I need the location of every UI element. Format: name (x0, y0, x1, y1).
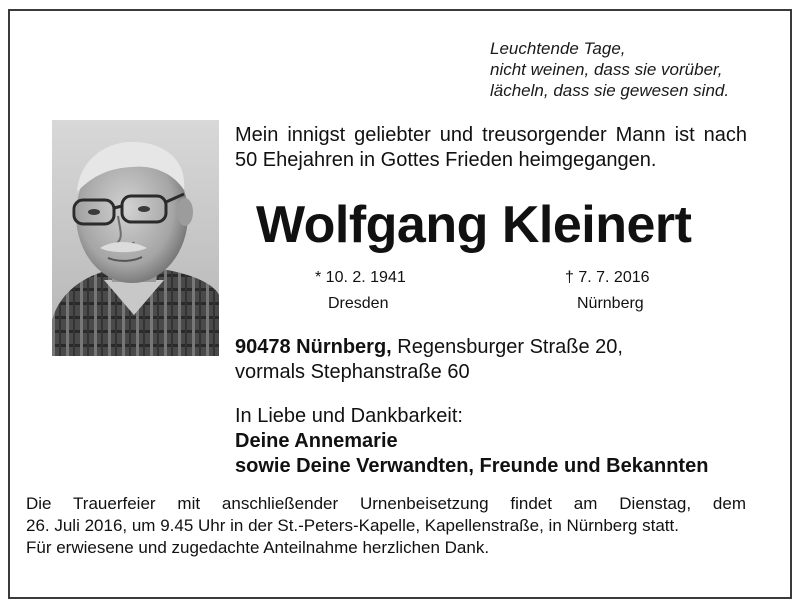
deceased-name: Wolfgang Kleinert (256, 196, 692, 254)
funeral-notice (26, 493, 746, 559)
mourners-wife: Deine Annemarie (235, 430, 398, 452)
portrait-photo (52, 120, 219, 356)
poem-line: Leuchtende Tage, (490, 39, 626, 58)
funeral-notice-line: 26. Juli 2016, um 9.45 Uhr in der St.-Peters-Kapelle, Kapellenstraße, in Nürnberg statt. (26, 516, 679, 535)
intro-text: Mein innigst geliebter und treusorgender Mann ist nach 50 Ehejahren in Gottes Frieden heimgegangen. (235, 124, 747, 171)
address-former: vormals Stephanstraße 60 (235, 361, 470, 383)
death-date: † 7. 7. 2016 (565, 269, 650, 286)
birth-date: * 10. 2. 1941 (315, 269, 406, 286)
poem-line: lächeln, dass sie gewesen sind. (490, 81, 730, 100)
address-city: 90478 Nürnberg, (235, 336, 392, 358)
birth-place: Dresden (328, 295, 389, 312)
address-street: Regensburger Straße 20, (391, 336, 623, 358)
mourners-block (235, 404, 765, 479)
mourners-lead: In Liebe und Dankbarkeit: (235, 405, 463, 427)
address-block (235, 335, 755, 385)
poem-line: nicht weinen, dass sie vorüber, (490, 60, 723, 79)
funeral-notice-line: Die Trauerfeier mit anschließender Urnenbeisetzung findet am Dienstag, dem (26, 494, 746, 513)
funeral-notice-line: Für erwiesene und zugedachte Anteilnahme herzlichen Dank. (26, 538, 490, 557)
poem (490, 38, 750, 101)
death-place: Nürnberg (577, 295, 644, 312)
mourners-others: sowie Deine Verwandten, Freunde und Bekannten (235, 455, 709, 477)
